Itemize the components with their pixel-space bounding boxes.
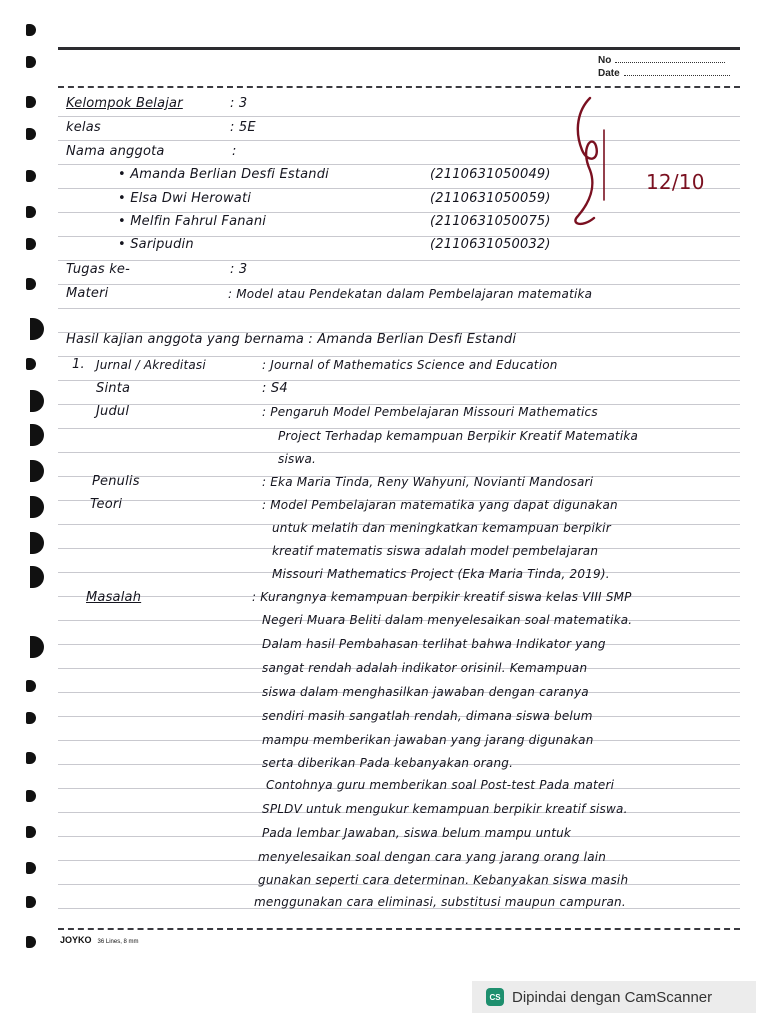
- binder-hole-icon: [26, 680, 36, 692]
- header-dashed-rule: [58, 86, 740, 88]
- brand-subtitle: 36 Lines, 8 mm: [97, 939, 139, 945]
- grade-mark-icon: [560, 90, 720, 240]
- binder-hole-icon: [30, 424, 44, 446]
- no-label: No: [598, 55, 612, 66]
- masalah-line: Contohnya guru memberikan soal Post-test Pada materi: [266, 778, 615, 792]
- binder-hole-icon: [26, 752, 36, 764]
- materi-value: : Model atau Pendekatan dalam Pembelajaran matematika: [228, 287, 593, 301]
- masalah-line: siswa dalam menghasilkan jawaban dengan caranya: [262, 685, 589, 699]
- binder-hole-icon: [26, 96, 36, 108]
- kelompok-label: Kelompok Belajar: [66, 96, 183, 111]
- binder-hole-icon: [30, 636, 44, 658]
- masalah-line: SPLDV untuk mengukur kemampuan berpikir kreatif siswa.: [262, 802, 628, 816]
- judul-label: Judul: [96, 404, 130, 419]
- teori-label: Teori: [90, 497, 123, 512]
- judul-line: Project Terhadap kemampuan Berpikir Kreatif Matematika: [278, 429, 639, 443]
- header-rule: [58, 47, 740, 50]
- binder-hole-icon: [26, 358, 36, 370]
- penulis-value: : Eka Maria Tinda, Reny Wahyuni, Novianti Mandosari: [262, 475, 594, 489]
- member-nim: (2110631050049): [430, 167, 551, 182]
- binder-hole-icon: [26, 238, 36, 250]
- member-item: • Elsa Dwi Herowati: [118, 191, 252, 206]
- materi-label: Materi: [66, 286, 109, 301]
- nama-colon: :: [232, 144, 237, 159]
- brand-name: JOYKO: [60, 935, 92, 945]
- teori-line: kreatif matematis siswa adalah model pembelajaran: [272, 544, 599, 558]
- member-name: Amanda Berlian Desfi Estandi: [130, 167, 329, 182]
- item-number: 1.: [72, 357, 85, 372]
- member-nim: (2110631050032): [430, 237, 551, 252]
- teori-line: : Model Pembelajaran matematika yang dapat digunakan: [262, 498, 618, 512]
- judul-line: : Pengaruh Model Pembelajaran Missouri Mathematics: [262, 405, 598, 419]
- camscanner-logo-icon: CS: [486, 988, 504, 1006]
- masalah-line: serta diberikan Pada kebanyakan orang.: [262, 756, 514, 770]
- binder-hole-icon: [30, 318, 44, 340]
- binder-hole-icon: [26, 278, 36, 290]
- tugas-label: Tugas ke-: [66, 262, 131, 277]
- member-item: • Saripudin: [118, 237, 194, 252]
- masalah-label: Masalah: [86, 590, 142, 605]
- binder-hole-icon: [26, 712, 36, 724]
- judul-line: siswa.: [278, 452, 317, 466]
- jurnal-value: : Journal of Mathematics Science and Education: [262, 358, 558, 372]
- footer-dashed-rule: [58, 928, 740, 930]
- kelompok-value: : 3: [230, 96, 248, 111]
- member-nim: (2110631050075): [430, 214, 551, 229]
- binder-hole-icon: [26, 128, 36, 140]
- member-name: Saripudin: [130, 237, 194, 252]
- member-name: Elsa Dwi Herowati: [130, 191, 252, 206]
- teori-line: untuk melatih dan meningkatkan kemampuan berpikir: [272, 521, 611, 535]
- binder-hole-icon: [26, 936, 36, 948]
- tugas-value: : 3: [230, 262, 248, 277]
- penulis-label: Penulis: [92, 474, 140, 489]
- teori-line: Missouri Mathematics Project (Eka Maria Tinda, 2019).: [272, 567, 610, 581]
- kelas-value: : 5E: [230, 120, 256, 135]
- notebook-brand: [60, 935, 139, 945]
- binder-hole-icon: [30, 566, 44, 588]
- nama-label: Nama anggota: [66, 144, 165, 159]
- binder-hole-icon: [26, 56, 36, 68]
- masalah-line: menyelesaikan soal dengan cara yang jarang orang lain: [258, 850, 607, 864]
- sinta-value: : S4: [262, 381, 288, 396]
- masalah-line: sangat rendah adalah indikator orisinil. Kemampuan: [262, 661, 588, 675]
- camscanner-text: Dipindai dengan CamScanner: [512, 988, 713, 1006]
- member-nim: (2110631050059): [430, 191, 551, 206]
- binder-hole-icon: [26, 790, 36, 802]
- masalah-line: Dalam hasil Pembahasan terlihat bahwa Indikator yang: [262, 637, 606, 651]
- review-heading: Hasil kajian anggota yang bernama : Amanda Berlian Desfi Estandi: [66, 332, 517, 347]
- kelas-label: kelas: [66, 120, 101, 135]
- masalah-line: Pada lembar Jawaban, siswa belum mampu untuk: [262, 826, 572, 840]
- binder-hole-icon: [30, 532, 44, 554]
- binder-hole-icon: [30, 496, 44, 518]
- binder-hole-icon: [26, 826, 36, 838]
- binder-hole-icon: [26, 24, 36, 36]
- masalah-line: Negeri Muara Beliti dalam menyelesaikan soal matematika.: [262, 613, 633, 627]
- jurnal-label: Jurnal / Akreditasi: [96, 358, 206, 372]
- binder-hole-icon: [26, 170, 36, 182]
- member-item: • Amanda Berlian Desfi Estandi: [118, 167, 329, 182]
- binder-hole-icon: [26, 896, 36, 908]
- masalah-line: menggunakan cara eliminasi, substitusi maupun campuran.: [254, 895, 626, 909]
- sinta-label: Sinta: [96, 381, 131, 396]
- masalah-line: sendiri masih sangatlah rendah, dimana siswa belum: [262, 709, 593, 723]
- member-name: Melfin Fahrul Fanani: [130, 214, 267, 229]
- camscanner-watermark: [472, 981, 756, 1013]
- date-label: Date: [598, 68, 620, 79]
- member-item: • Melfin Fahrul Fanani: [118, 214, 267, 229]
- masalah-line: gunakan seperti cara determinan. Kebanyakan siswa masih: [258, 873, 629, 887]
- binder-hole-icon: [26, 862, 36, 874]
- binder-hole-icon: [30, 390, 44, 412]
- no-date-box: [598, 54, 730, 80]
- binder-holes: [0, 0, 46, 960]
- masalah-line: : Kurangnya kemampuan berpikir kreatif siswa kelas VIII SMP: [252, 590, 632, 604]
- binder-hole-icon: [26, 206, 36, 218]
- masalah-line: mampu memberikan jawaban yang jarang digunakan: [262, 733, 594, 747]
- grade-score: 12/10: [646, 170, 705, 194]
- binder-hole-icon: [30, 460, 44, 482]
